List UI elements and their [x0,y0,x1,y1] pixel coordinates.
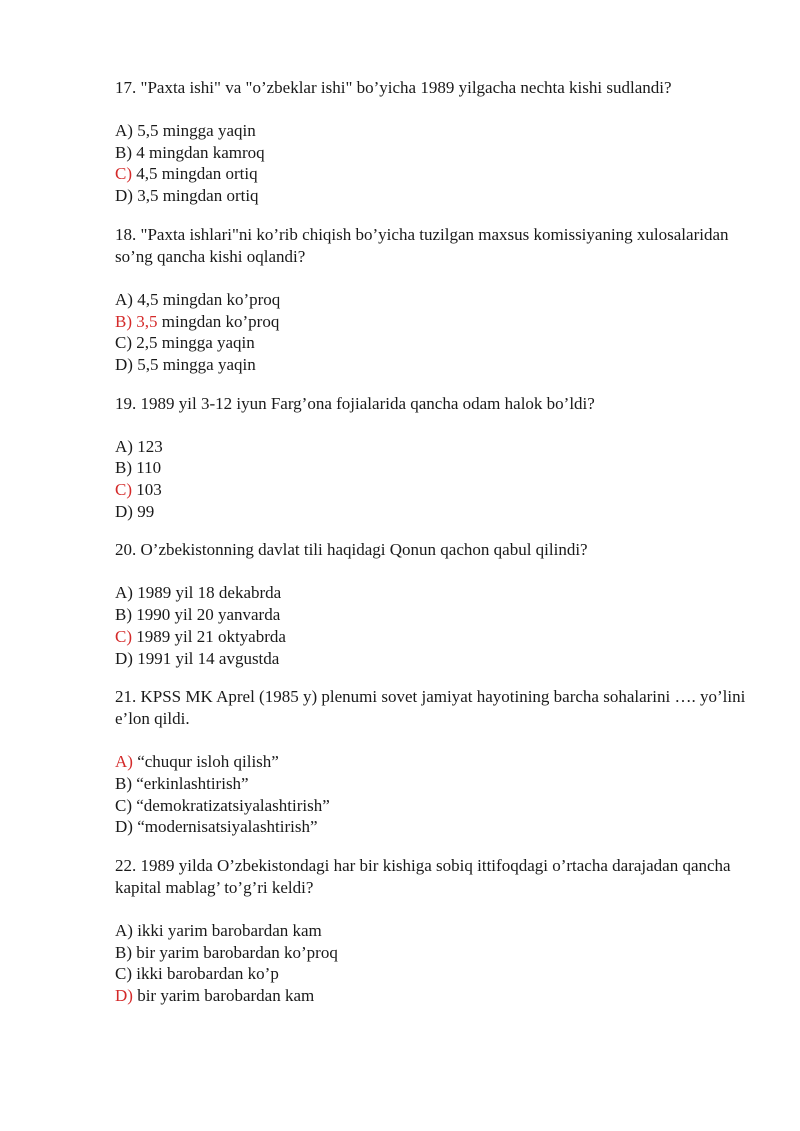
option-text: 99 [132,501,155,521]
question-text: 18. "Paxta ishlari"ni ko’rib chiqish bo’yicha tuzilgan maxsus komissiyaning xulosalaridan so’ng qancha kishi oqlandi? [115,224,729,266]
option-c [115,479,765,501]
option-c [115,626,765,648]
option-text: ikki barobardan ko’p [132,964,279,984]
options-list [115,920,765,1007]
option-text: 1990 yil 20 yanvarda [132,605,281,625]
option-text: ikki yarim barobardan kam [132,921,322,941]
option-letter: A) [115,436,133,456]
option-b [115,942,765,964]
option-letter-correct: A) [115,752,133,772]
document-page [115,77,765,1024]
option-text: “erkinlashtirish” [132,773,249,793]
option-a [115,920,765,942]
options-list [115,751,765,838]
option-a [115,436,765,458]
option-c [115,795,765,817]
option-letter: D) [115,354,133,374]
option-b [115,457,765,479]
option-text: 1989 yil 18 dekabrda [132,583,282,603]
option-letter: A) [115,921,133,941]
option-text: 5,5 mingga yaqin [132,121,256,140]
option-b [115,311,765,333]
option-letter: B) [115,942,132,962]
options-list [115,289,765,376]
option-a [115,751,765,773]
option-letter: B) [115,773,132,793]
option-letter-correct: C) [115,626,132,646]
options-list [115,436,765,523]
option-text: 103 [132,480,162,500]
option-letter-correct: C) [115,164,132,184]
option-a [115,120,765,142]
option-text: “chuqur isloh qilish” [132,752,279,772]
option-c [115,332,765,354]
option-text: mingdan ko’proq [157,311,280,331]
options-list [115,120,765,207]
option-letter: D) [115,817,133,837]
option-text: “demokratizatsiyalashtirish” [132,795,330,815]
question-17 [115,77,765,207]
option-text: 1991 yil 14 avgustda [132,648,280,668]
option-b [115,142,765,164]
option-text: 3,5 mingdan ortiq [132,186,259,206]
option-text: bir yarim barobardan ko’proq [132,942,338,962]
option-letter: C) [115,795,132,815]
option-d [115,648,765,670]
option-d [115,354,765,376]
options-list [115,582,765,669]
option-d [115,985,765,1007]
option-letter-correct: D) [115,986,133,1006]
option-letter: A) [115,289,133,309]
option-text: bir yarim barobardan kam [132,986,315,1006]
option-text: “modernisatsiyalashtirish” [132,817,318,837]
option-text: 4,5 mingdan ko’proq [132,289,281,309]
option-text: 4,5 mingdan ortiq [132,164,258,184]
question-22 [115,855,765,1007]
option-d [115,501,765,523]
option-letter: D) [115,501,133,521]
option-text: 123 [132,436,163,456]
option-c [115,163,765,185]
option-c [115,963,765,985]
question-text: 22. 1989 yilda O’zbekistondagi har bir kishiga sobiq ittifoqdagi o’rtacha darajadan qancha kapital mablag’ to’g’ri keldi? [115,856,731,898]
option-letter: C) [115,964,132,984]
question-19 [115,393,765,523]
option-letter: C) [115,333,132,353]
option-letter: D) [115,648,133,668]
question-20 [115,539,765,669]
option-b [115,604,765,626]
option-d [115,816,765,838]
option-letter: B) [115,458,132,478]
option-letter: B) [115,605,132,625]
option-letter: A) [115,121,133,140]
option-letter: D) [115,186,133,206]
option-text: 4 mingdan kamroq [132,142,265,162]
option-a [115,289,765,311]
option-text: 1989 yil 21 oktyabrda [132,626,286,646]
option-letter-correct: B) 3,5 [115,311,158,331]
option-text: 2,5 mingga yaqin [132,333,255,353]
question-text: 20. O’zbekistonning davlat tili haqidagi Qonun qachon qabul qilindi? [115,540,588,560]
option-letter: A) [115,583,133,603]
option-a [115,582,765,604]
option-b [115,773,765,795]
question-21 [115,686,765,838]
option-d [115,185,765,207]
question-18 [115,224,765,376]
option-letter: B) [115,142,132,162]
option-text: 5,5 mingga yaqin [132,354,256,374]
option-text: 110 [132,458,162,478]
question-text: 19. 1989 yil 3-12 iyun Farg’ona fojialarida qancha odam halok bo’ldi? [115,393,595,413]
question-text: 17. "Paxta ishi" va "o’zbeklar ishi" bo’yicha 1989 yilgacha nechta kishi sudlandi? [115,78,672,97]
question-text: 21. KPSS MK Aprel (1985 y) plenumi sovet jamiyat hayotining barcha sohalarini …. yo’lini e’lon qildi. [115,687,746,729]
option-letter-correct: C) [115,480,132,500]
